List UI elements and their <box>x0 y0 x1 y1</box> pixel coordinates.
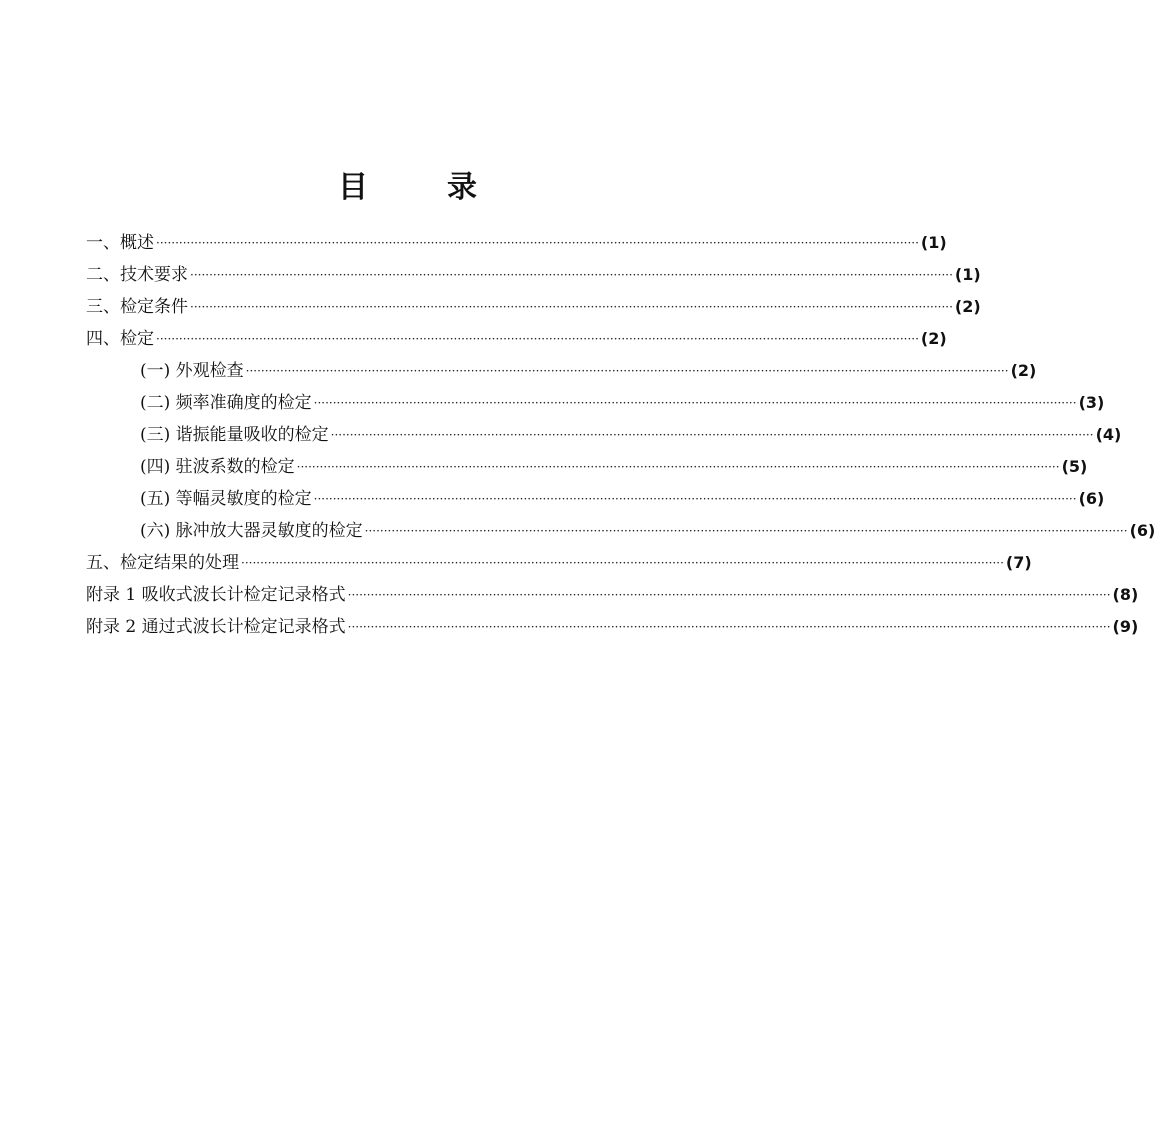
toc-entry[interactable] <box>140 516 1155 546</box>
dot-leader: ········································································································································································································ <box>245 364 1009 378</box>
dot-leader: ········································································································································································································ <box>330 428 1094 442</box>
toc-entry[interactable] <box>86 260 981 290</box>
toc-entry-label: 附录 1 吸收式波长计检定记录格式 <box>86 585 346 605</box>
toc-entry-page: (4) <box>1095 425 1122 444</box>
toc-entry[interactable] <box>140 356 1037 386</box>
toc-entry-page: (5) <box>1061 457 1088 476</box>
dot-leader: ········································································································································································································ <box>190 268 953 282</box>
toc-entry-label: 五、检定结果的处理 <box>86 553 239 573</box>
dot-leader: ········································································································································································································ <box>347 620 1111 634</box>
toc-entry-label: (六) 脉冲放大器灵敏度的检定 <box>140 521 363 541</box>
dot-leader: ········································································································································································································ <box>156 236 919 250</box>
toc-entry-label: (一) 外观检查 <box>140 361 244 381</box>
toc-entry[interactable] <box>86 292 981 322</box>
toc-entry[interactable] <box>86 580 1139 610</box>
toc-entry-page: (6) <box>1078 489 1105 508</box>
toc-entry-label: (二) 频率准确度的检定 <box>140 393 312 413</box>
toc-entry[interactable] <box>86 228 947 258</box>
dot-leader: ········································································································································································································ <box>190 300 953 314</box>
toc-entry-page: (2) <box>920 329 947 348</box>
toc-entry[interactable] <box>140 452 1088 482</box>
toc-entry-page: (2) <box>1010 361 1037 380</box>
toc-entry-page: (6) <box>1129 521 1155 540</box>
dot-leader: ········································································································································································································ <box>313 492 1077 506</box>
toc-entry-page: (1) <box>920 233 947 252</box>
toc-entry-page: (7) <box>1005 553 1032 572</box>
dot-leader: ········································································································································································································ <box>156 332 919 346</box>
dot-leader: ········································································································································································································ <box>296 460 1060 474</box>
toc-entry-label: (三) 谐振能量吸收的检定 <box>140 425 329 445</box>
toc-entry-label: 三、检定条件 <box>86 297 188 317</box>
dot-leader: ········································································································································································································ <box>364 524 1128 538</box>
toc-entry-label: (四) 驻波系数的检定 <box>140 457 295 477</box>
toc-entry-page: (3) <box>1078 393 1105 412</box>
toc-entry[interactable] <box>86 324 947 354</box>
toc-entry-label: 附录 2 通过式波长计检定记录格式 <box>86 617 346 637</box>
title-char-2: 录 <box>447 170 477 205</box>
toc-entry-label: 四、检定 <box>86 329 154 349</box>
toc-entry-page: (9) <box>1112 617 1139 636</box>
toc-entry[interactable] <box>140 484 1105 514</box>
toc-entry[interactable] <box>140 388 1105 418</box>
toc-entry-page: (8) <box>1112 585 1139 604</box>
toc-entry-page: (2) <box>954 297 981 316</box>
toc-entry-label: 一、概述 <box>86 233 154 253</box>
dot-leader: ········································································································································································································ <box>347 588 1111 602</box>
title-char-1: 目 <box>338 170 368 205</box>
toc-entry[interactable] <box>86 548 1032 578</box>
toc-entry[interactable] <box>140 420 1122 450</box>
toc-entry-label: (五) 等幅灵敏度的检定 <box>140 489 312 509</box>
dot-leader: ········································································································································································································ <box>241 556 1004 570</box>
dot-leader: ········································································································································································································ <box>313 396 1077 410</box>
toc-entry[interactable] <box>86 612 1139 642</box>
toc-entry-label: 二、技术要求 <box>86 265 188 285</box>
toc-entry-page: (1) <box>954 265 981 284</box>
